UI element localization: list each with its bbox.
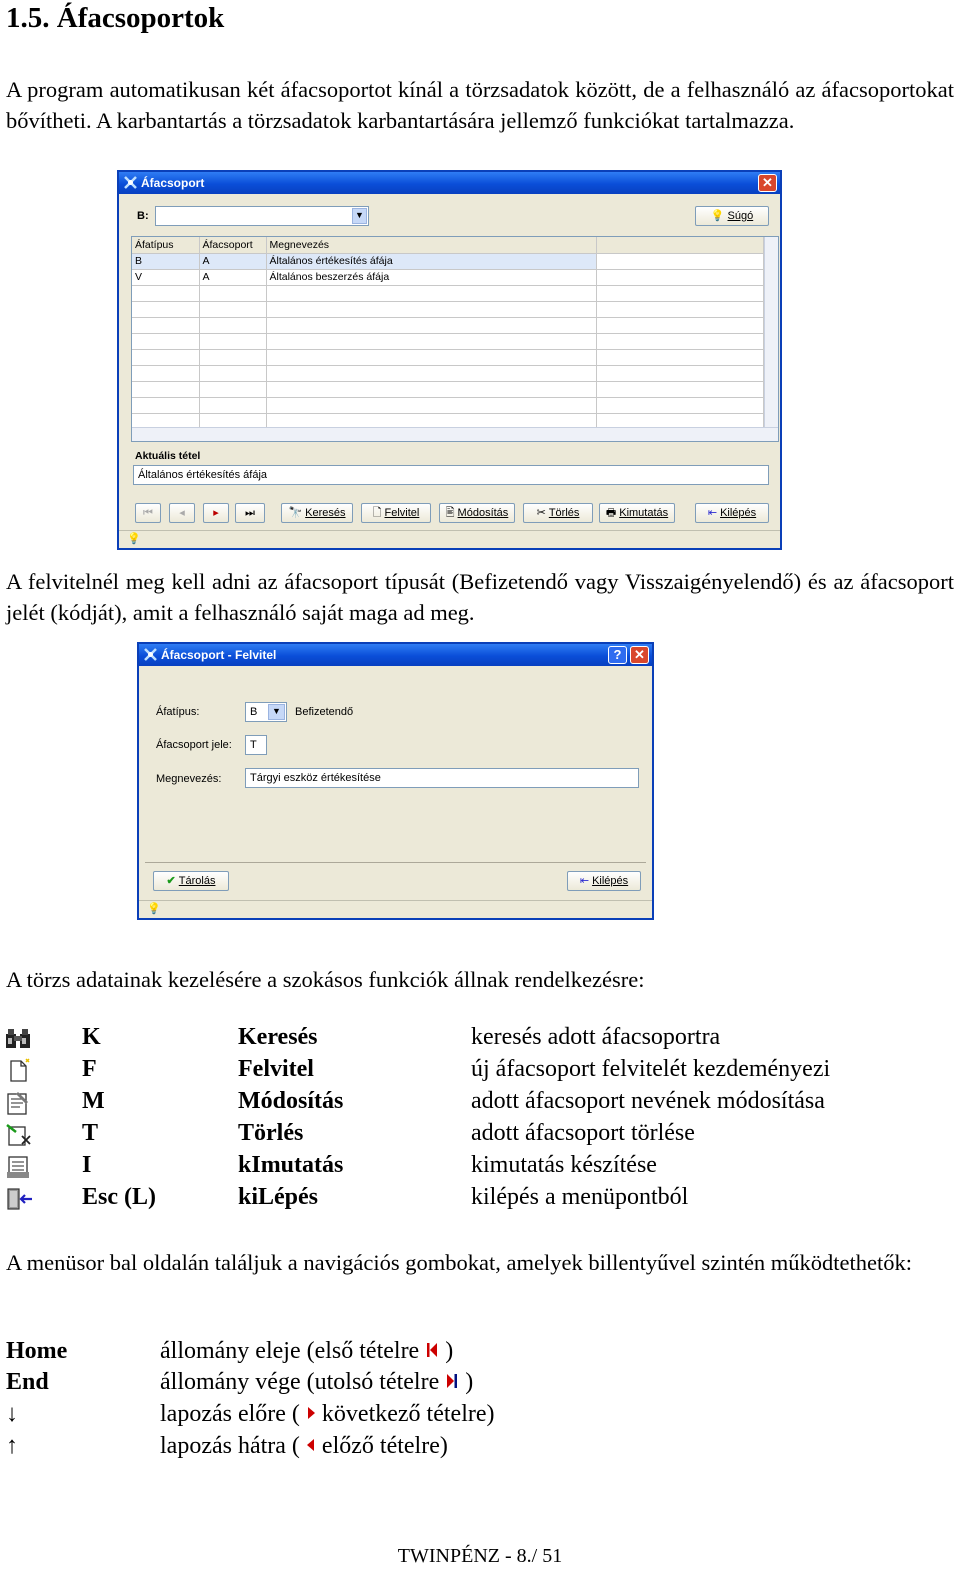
function-desc: adott áfacsoport törlése — [471, 1120, 695, 1146]
function-name: kImutatás — [238, 1152, 344, 1178]
exit-door-icon: ⇤ — [707, 507, 718, 520]
paragraph-2: A felvitelnél meg kell adni az áfacsoport típusát (Befizetendő vagy Visszaigényelendő) és az áfacsoport jelét (kódját), amit a felhasználó saját maga ad meg. — [6, 569, 954, 625]
current-record-field[interactable]: Általános értékesítés áfája — [133, 465, 769, 485]
report-button-label: Kimutatás — [619, 507, 669, 520]
new-document-icon — [4, 1058, 34, 1084]
table-cell: A — [199, 269, 266, 285]
exit-door-icon: ⇤ — [579, 875, 590, 888]
edit-document-icon — [4, 1090, 34, 1116]
delete-button[interactable] — [523, 503, 593, 523]
nav-key: End — [6, 1369, 49, 1395]
exit-door-icon — [4, 1186, 34, 1212]
name-field[interactable]: Tárgyi eszköz értékesítése — [245, 768, 639, 788]
help-icon[interactable]: ? — [608, 646, 627, 664]
nav-desc: állomány eleje (első tételre — [160, 1338, 426, 1364]
nav-desc-end: előző tételre) — [315, 1433, 448, 1459]
window-title: Áfacsoport - Felvitel — [161, 648, 277, 662]
function-name: Felvitel — [238, 1056, 314, 1082]
function-key: F — [82, 1056, 97, 1082]
save-button-label: Tárolás — [178, 875, 216, 888]
prev-record-button[interactable] — [169, 503, 195, 523]
function-name: Törlés — [238, 1120, 304, 1146]
afacsoport-window — [117, 170, 782, 550]
search-button-label: Keresés — [305, 507, 346, 520]
search-button[interactable] — [281, 503, 353, 523]
window-titlebar — [119, 172, 780, 194]
next-record-icon — [306, 1405, 316, 1421]
prev-record-icon — [306, 1437, 316, 1453]
filter-label: B: — [137, 210, 149, 222]
report-button[interactable] — [599, 503, 675, 523]
help-button-label: Súgó — [727, 210, 754, 223]
exit-button[interactable] — [695, 503, 769, 523]
type-label: Áfatípus: — [156, 706, 200, 718]
report-icon: 🖶 — [605, 507, 617, 520]
last-record-icon: ⏭ — [245, 507, 255, 519]
checkmark-icon: ✔ — [166, 875, 176, 888]
function-desc: kilépés a menüpontból — [471, 1184, 689, 1210]
table-cell: Általános beszerzés áfája — [266, 269, 596, 285]
next-record-icon: ▸ — [213, 507, 219, 519]
table-row[interactable] — [132, 269, 763, 285]
function-row — [0, 1088, 960, 1120]
nav-row — [6, 1369, 906, 1401]
save-button[interactable] — [153, 871, 229, 891]
table-row[interactable] — [132, 253, 763, 269]
column-header[interactable]: Áfatípus — [132, 237, 199, 253]
function-name: Módosítás — [238, 1088, 344, 1114]
function-key: I — [82, 1152, 92, 1178]
nav-key: ↑ — [6, 1433, 18, 1459]
table-cell: Általános értékesítés áfája — [266, 253, 596, 269]
close-button[interactable]: ✕ — [758, 174, 777, 192]
nav-desc-end: következő tételre) — [315, 1401, 495, 1427]
table-cell: V — [132, 269, 199, 285]
column-header[interactable]: Megnevezés — [266, 237, 596, 253]
code-label: Áfacsoport jele: — [156, 739, 232, 751]
function-key: Esc (L) — [82, 1184, 156, 1210]
binoculars-icon: 🔭 — [288, 507, 303, 520]
close-button[interactable]: ✕ — [630, 646, 649, 664]
nav-key: Home — [6, 1338, 68, 1364]
first-record-icon: ⏮ — [143, 507, 153, 519]
table-cell: A — [199, 253, 266, 269]
chevron-down-icon[interactable]: ▼ — [268, 704, 285, 720]
first-record-button[interactable] — [135, 503, 161, 523]
window-titlebar — [139, 644, 652, 666]
nav-row — [6, 1338, 906, 1370]
last-record-icon — [445, 1373, 459, 1389]
nav-desc: állomány vége (utolsó tételre — [160, 1369, 446, 1395]
function-desc: keresés adott áfacsoportra — [471, 1024, 721, 1050]
function-row — [0, 1056, 960, 1088]
current-record-label: Aktuális tétel — [135, 450, 201, 462]
function-desc: új áfacsoport felvitelét kezdeményezi — [471, 1056, 831, 1082]
app-icon — [123, 175, 138, 190]
function-name: Keresés — [238, 1024, 318, 1050]
data-grid[interactable] — [131, 236, 779, 442]
nav-desc-end: ) — [459, 1369, 474, 1395]
function-key: T — [82, 1120, 99, 1146]
modify-button-label: Módosítás — [457, 507, 509, 520]
new-button-label: Felvitel — [384, 507, 420, 520]
exit-button-label: Kilépés — [720, 507, 757, 520]
nav-key: ↓ — [6, 1401, 18, 1427]
type-select[interactable] — [245, 702, 287, 722]
modify-button[interactable] — [439, 503, 515, 523]
page-title: 1.5. Áfacsoportok — [6, 2, 225, 34]
table-cell: B — [132, 253, 199, 269]
next-record-button[interactable] — [203, 503, 229, 523]
afacsoport-felvitel-window — [137, 642, 654, 920]
nav-desc: lapozás hátra ( — [160, 1433, 306, 1459]
exit-button[interactable] — [567, 871, 641, 891]
new-button[interactable] — [361, 503, 431, 523]
filter-select[interactable] — [155, 206, 369, 226]
function-row — [0, 1024, 960, 1056]
status-bar — [139, 900, 652, 918]
nav-row — [6, 1433, 906, 1465]
binoculars-icon — [4, 1026, 34, 1052]
paragraph-3: A törzs adatainak kezelésére a szokásos funkciók állnak rendelkezésre: — [6, 967, 645, 992]
help-button[interactable] — [695, 206, 769, 226]
nav-desc: lapozás előre ( — [160, 1401, 306, 1427]
divider — [145, 862, 646, 863]
status-bar — [119, 530, 780, 548]
function-key: K — [82, 1024, 101, 1050]
paragraph-4: A menüsor bal oldalán találjuk a navigációs gombokat, amelyek billentyűvel szintén működtethetők: — [6, 1250, 913, 1275]
lightbulb-icon: 💡 — [710, 210, 725, 223]
edit-document-icon: 🖹 — [445, 507, 455, 520]
app-icon — [143, 647, 158, 662]
column-header[interactable]: Áfacsoport — [199, 237, 266, 253]
lightbulb-icon: 💡 — [127, 533, 141, 545]
delete-icon: ✂ — [536, 507, 546, 520]
page-footer: TWINPÉNZ - 8./ 51 — [397, 1545, 563, 1567]
code-field[interactable]: T — [245, 735, 267, 755]
function-name: kiLépés — [238, 1184, 319, 1210]
new-document-icon: 🗋 — [372, 507, 382, 520]
lightbulb-icon: 💡 — [147, 903, 161, 915]
function-desc: kimutatás készítése — [471, 1152, 657, 1178]
nav-desc-end: ) — [439, 1338, 454, 1364]
name-label: Megnevezés: — [156, 773, 222, 785]
type-description: Befizetendő — [295, 706, 354, 718]
last-record-button[interactable] — [235, 503, 265, 523]
vertical-scrollbar[interactable] — [764, 237, 778, 427]
function-row — [0, 1152, 960, 1184]
horizontal-scrollbar[interactable] — [132, 427, 778, 441]
function-key: M — [82, 1088, 105, 1114]
delete-icon — [4, 1122, 34, 1148]
nav-row — [6, 1401, 906, 1433]
function-row — [0, 1184, 960, 1216]
intro-paragraph: A program automatikusan két áfacsoportot kínál a törzsadatok között, de a felhasználó az áfacsoportokat bővítheti. A karbantartás a törzsadatok karbantartására jellemző funkciókat tartalmazza. — [6, 77, 954, 133]
function-row — [0, 1120, 960, 1152]
exit-button-label: Kilépés — [592, 875, 629, 888]
delete-button-label: Törlés — [548, 507, 580, 520]
window-title: Áfacsoport — [141, 176, 205, 190]
function-desc: adott áfacsoport nevének módosítása — [471, 1088, 825, 1114]
first-record-icon — [425, 1342, 439, 1358]
chevron-down-icon[interactable]: ▼ — [352, 208, 367, 224]
prev-record-icon: ◂ — [179, 507, 185, 519]
type-value: B — [250, 706, 258, 718]
report-icon — [4, 1154, 34, 1180]
